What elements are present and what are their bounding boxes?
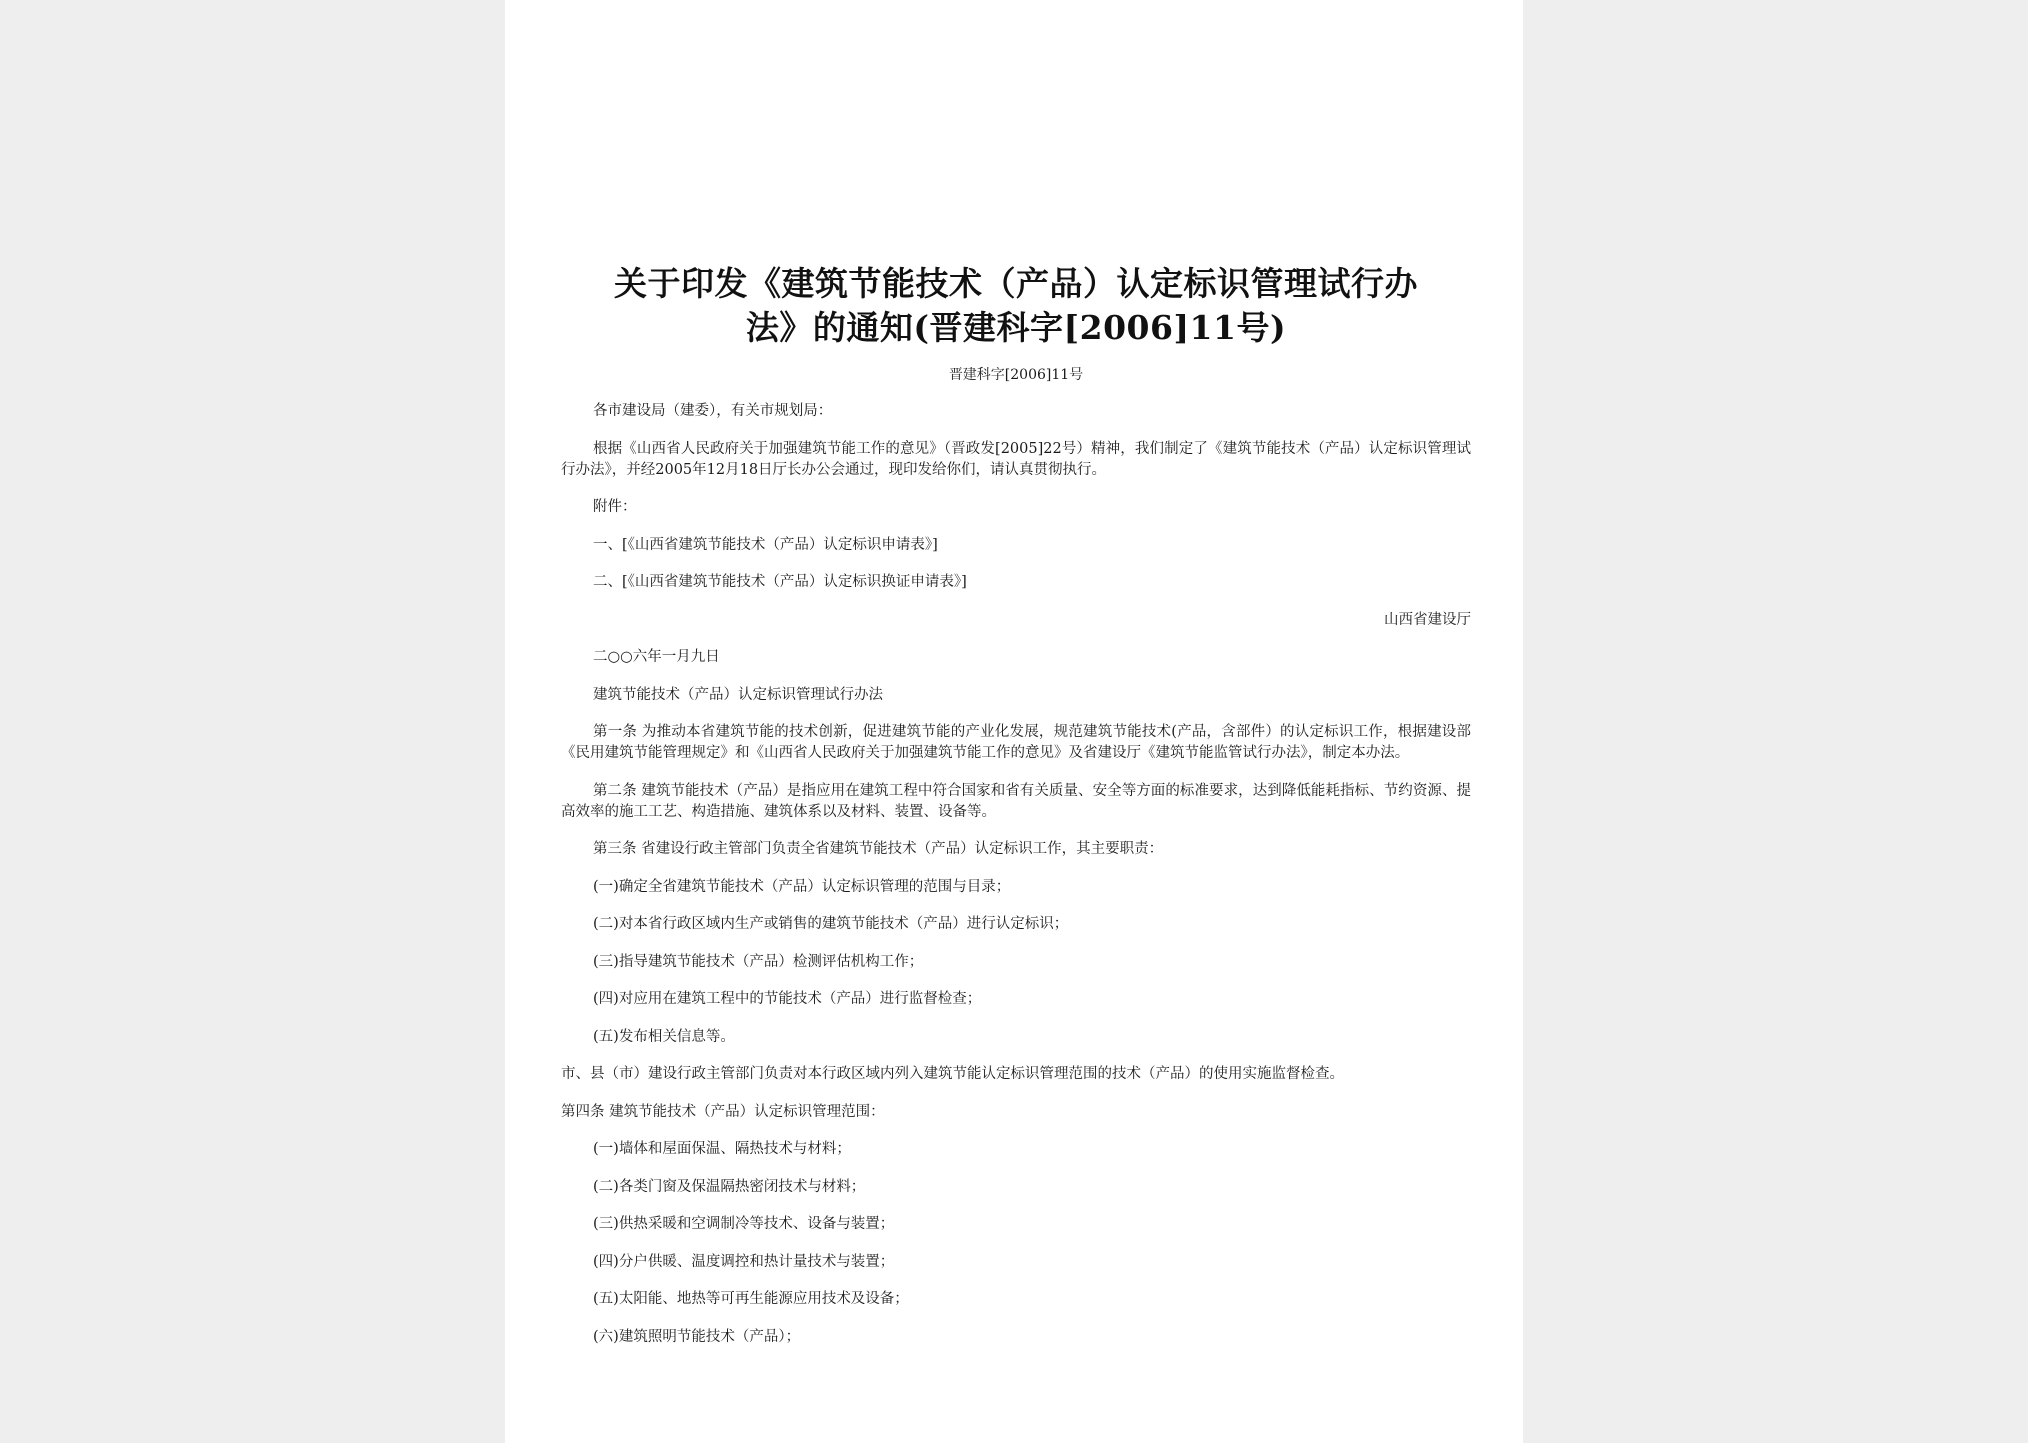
article-3: 第三条 省建设行政主管部门负责全省建筑节能技术（产品）认定标识工作，其主要职责： bbox=[593, 841, 1164, 857]
list-item: (三)供热采暖和空调制冷等技术、设备与装置； bbox=[593, 1216, 895, 1232]
body-paragraph: 市、县（市）建设行政主管部门负责对本行政区域内列入建筑节能认定标识管理范围的技术（产品）的使用实施监督检查。 bbox=[561, 1066, 1344, 1082]
issue-date: 二○○六年一月九日 bbox=[593, 649, 720, 665]
document-title bbox=[561, 262, 1471, 350]
article-2: 第二条 建筑节能技术（产品）是指应用在建筑工程中符合国家和省有关质量、安全等方面的标准要求，达到降低能耗指标、节约资源、提高效率的施工工艺、构造措施、建筑体系以及材料、装置、设备等。 bbox=[561, 782, 1471, 820]
document-page bbox=[505, 0, 1523, 1443]
list-item: (六)建筑照明节能技术（产品）； bbox=[593, 1328, 801, 1345]
list-item: (一)墙体和屋面保温、隔热技术与材料； bbox=[593, 1141, 851, 1157]
list-item: (二)对本省行政区域内生产或销售的建筑节能技术（产品）进行认定标识； bbox=[593, 916, 1069, 932]
title-line-2: 法》的通知(晋建科字[2006]11号) bbox=[745, 308, 1287, 347]
article-1: 第一条 为推动本省建筑节能的技术创新，促进建筑节能的产业化发展，规范建筑节能技术(产品，含部件）的认定标识工作，根据建设部《民用建筑节能管理规定》和《山西省人民政府关于加强建筑节能工作的意见》及省建设厅《建筑节能监管试行办法》，制定本办法。 bbox=[561, 724, 1471, 761]
title-line-1: 关于印发《建筑节能技术（产品）认定标识管理试行办 bbox=[614, 264, 1418, 303]
list-item: (一)确定全省建筑节能技术（产品）认定标识管理的范围与目录； bbox=[593, 878, 1011, 895]
salutation: 各市建设局（建委），有关市规划局： bbox=[593, 403, 833, 419]
attachment-heading: 附件： bbox=[593, 499, 637, 515]
list-item: (五)太阳能、地热等可再生能源应用技术及设备； bbox=[593, 1291, 909, 1307]
attachment-link-2[interactable]: 二、[《山西省建筑节能技术（产品）认定标识换证申请表》] bbox=[593, 574, 967, 590]
document-content bbox=[561, 262, 1471, 1364]
list-item: (四)对应用在建筑工程中的节能技术（产品）进行监督检查； bbox=[593, 991, 982, 1007]
list-item: (四)分户供暖、温度调控和热计量技术与装置； bbox=[593, 1253, 895, 1270]
list-item: (三)指导建筑节能技术（产品）检测评估机构工作； bbox=[593, 953, 924, 970]
issuer-signature: 山西省建设厅 bbox=[1384, 611, 1471, 628]
measures-title: 建筑节能技术（产品）认定标识管理试行办法 bbox=[593, 686, 883, 703]
body-paragraph: 根据《山西省人民政府关于加强建筑节能工作的意见》（晋政发[2005]22号）精神，我们制定了《建筑节能技术（产品）认定标识管理试行办法》，并经2005年12月18日厅长办公会通过，现印发给你们，请认真贯彻执行。 bbox=[561, 440, 1471, 478]
list-item: (五)发布相关信息等。 bbox=[593, 1028, 735, 1045]
list-item: (二)各类门窗及保温隔热密闭技术与材料； bbox=[593, 1178, 866, 1195]
attachment-link-1[interactable]: 一、[《山西省建筑节能技术（产品）认定标识申请表》] bbox=[593, 536, 938, 553]
document-number: 晋建科字[2006]11号 bbox=[948, 367, 1084, 383]
article-4: 第四条 建筑节能技术（产品）认定标识管理范围： bbox=[561, 1103, 885, 1120]
